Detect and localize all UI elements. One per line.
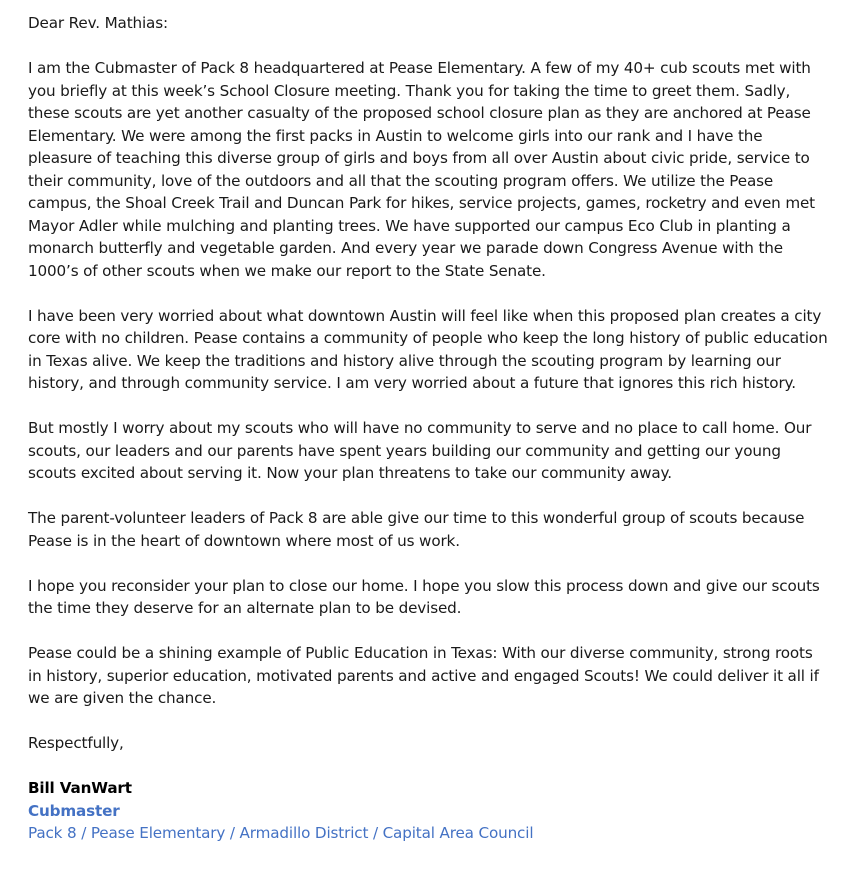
paragraph-reconsider: I hope you reconsider your plan to close our home. I hope you slow this process down and give our scouts the time they deserve for an alternate plan to be devised. <box>28 576 820 617</box>
closing: Respectfully, <box>28 734 124 752</box>
paragraph-volunteer-leaders: The parent-volunteer leaders of Pack 8 are able give our time to this wonderful group of scouts because Pease is in the heart of downtown where most of us work. <box>28 509 805 550</box>
salutation: Dear Rev. Mathias: <box>28 14 168 32</box>
signature-organization: Pack 8 / Pease Elementary / Armadillo District / Capital Area Council <box>28 824 534 842</box>
paragraph-scouts-community: But mostly I worry about my scouts who will have no community to serve and no place to call home. Our scouts, our leaders and our parents have spent years building our community and getting our young scouts excited about serving it. Now your plan threatens to take our community away. <box>28 419 812 482</box>
signature-title: Cubmaster <box>28 801 120 820</box>
paragraph-downtown-concern: I have been very worried about what downtown Austin will feel like when this proposed plan creates a city core with no children. Pease contains a community of people who keep the long history of public education in Texas alive. We keep the traditions and history alive through the scouting program by learning our history, and through community service. I am very worried about a future that ignores this rich history. <box>28 306 828 392</box>
paragraph-shining-example: Pease could be a shining example of Public Education in Texas: With our diverse community, strong roots in history, superior education, motivated parents and active and engaged Scouts! We could deliver it all if we are given the chance. <box>28 644 819 707</box>
signature-block <box>28 777 828 845</box>
paragraph-intro: I am the Cubmaster of Pack 8 headquartered at Pease Elementary. A few of my 40+ cub scouts met with you briefly at this week’s School Closure meeting. Thank you for taking the time to greet them. Sadly, these scouts are yet another casualty of the proposed school closure plan as they are anchored at Pease Elementary. We were among the first packs in Austin to welcome girls into our rank and I have the pleasure of teaching this diverse group of girls and boys from all over Austin about civic pride, service to their community, love of the outdoors and all that the scouting program offers. We utilize the Pease campus, the Shoal Creek Trail and Duncan Park for hikes, service projects, games, rocketry and even met Mayor Adler while mulching and planting trees. We have supported our campus Eco Club in planting a monarch butterfly and vegetable garden. And every year we parade down Congress Avenue with the 1000’s of other scouts when we make our report to the State Senate. <box>28 59 815 280</box>
letter-body <box>28 12 828 845</box>
signature-name: Bill VanWart <box>28 779 132 797</box>
